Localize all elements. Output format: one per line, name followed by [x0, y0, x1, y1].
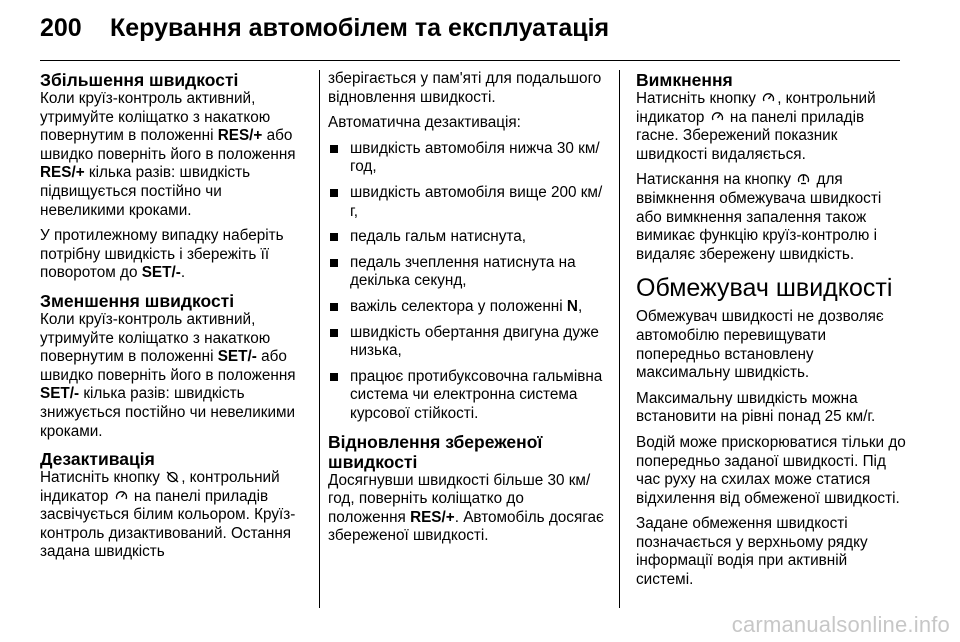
paragraph-increase-2 — [40, 227, 300, 283]
text: У протилежному випадку наберіть потрібну швидкість і збережіть її поворотом до — [40, 227, 284, 282]
list-item — [328, 184, 604, 221]
list-item — [328, 324, 604, 361]
text: , контрольний індикатор — [636, 90, 876, 126]
column-1 — [40, 70, 300, 569]
heading-restore-speed: Відновлення збереженої швидкості — [328, 431, 543, 472]
paragraph-limiter-3: Водій може прискорюватися тільки до попередньо заданої швидкості. Під час руху на схилах може статися відхилення від обмеженої швидкості. — [636, 433, 906, 507]
header-rule — [40, 60, 900, 61]
list-item-text: швидкість автомобіля вище 200 км/г, — [350, 183, 603, 220]
list-item-text: працює протибуксовочна гальмівна система чи електронна система курсової стійкості. — [350, 367, 603, 422]
res-label: RES/+ — [217, 127, 263, 145]
text: кілька разів: швидкість підвищується постійно чи невеликими кроками. — [40, 164, 251, 219]
set-label: SET/- — [40, 385, 80, 403]
paragraph-limiter-1: Обмежувач швидкості не дозволяє автомобілю перевищувати попередньо встановлену максимальну швидкість. — [636, 308, 884, 382]
list-item-text: педаль зчеплення натиснута на декілька секунд, — [350, 253, 576, 290]
list-item-text: швидкість автомобіля нижча 30 км/год, — [350, 139, 600, 176]
text: на панелі приладів засвічується білим кольором. Круїз-контроль дизактивований. Остання задана швидкість — [40, 487, 296, 561]
paragraph-limiter-4: Задане обмеження швидкості позначається у верхньому рядку інформації водія при активній системі. — [636, 515, 868, 589]
column-divider-2 — [619, 70, 620, 608]
paragraph-increase-1 — [40, 90, 300, 220]
bullet — [330, 189, 338, 197]
gear-n-label: N — [566, 297, 578, 315]
column-2 — [328, 70, 604, 553]
auto-deactivation-list — [328, 140, 604, 424]
text: або швидко поверніть його в положення — [40, 127, 296, 163]
bullet — [330, 259, 338, 267]
list-item — [328, 254, 604, 291]
paragraph-switch-off — [636, 90, 906, 164]
set-label: SET/- — [217, 348, 257, 366]
paragraph-deactivation — [40, 469, 300, 562]
column-divider-1 — [319, 70, 320, 608]
cruise-cancel-icon — [166, 471, 179, 483]
text: на панелі приладів гасне. Збережений показник швидкості видаляється. — [636, 108, 865, 163]
list-item-text: педаль гальм натиснута, — [350, 228, 526, 246]
bullet — [330, 303, 338, 311]
paragraph-decrease — [40, 311, 300, 441]
bullet — [330, 233, 338, 241]
res-label: RES/+ — [40, 164, 85, 182]
text: Коли круїз-контроль активний, утримуйте коліщатко з накаткою повернутим в положенні — [40, 310, 271, 366]
text: . Автомобіль досягає збереженої швидкості. — [328, 508, 604, 545]
column-3 — [636, 70, 906, 597]
text: Натискання на кнопку — [636, 171, 796, 189]
text: Коли круїз-контроль активний, утримуйте коліщатко з накаткою повернутим в положенні — [40, 90, 271, 145]
heading-increase-speed: Збільшення швидкості — [40, 70, 239, 90]
bullet — [330, 373, 338, 381]
list-item — [328, 140, 604, 177]
text: , контрольний індикатор — [40, 469, 280, 505]
text: Натисніть кнопку — [636, 90, 761, 107]
text: . — [180, 264, 186, 282]
heading-decrease-speed: Зменшення швидкості — [40, 290, 235, 311]
bullet — [330, 145, 338, 153]
cruise-control-indicator-icon — [711, 111, 724, 123]
paragraph-press-button — [636, 171, 906, 264]
paragraph-limiter-2: Максимальну швидкість можна встановити на рівні понад 25 км/г. — [636, 389, 876, 426]
paragraph-continued: зберігається у пам'яті для подальшого відновлення швидкості. — [328, 70, 602, 106]
paragraph-restore — [328, 472, 604, 546]
bullet — [330, 329, 338, 337]
page-title: Керування автомобілем та експлуатація — [110, 14, 610, 42]
page-header — [40, 14, 609, 50]
res-label: RES/+ — [410, 508, 455, 526]
text: або швидко поверніть його в положення — [40, 348, 296, 384]
list-item — [328, 298, 604, 317]
heading-speed-limiter: Обмежувач швидкості — [636, 274, 893, 303]
list-item-text: важіль селектора у положенні — [350, 297, 567, 315]
cruise-control-indicator-icon — [115, 490, 128, 502]
cruise-control-button-icon — [762, 92, 775, 104]
text: , — [577, 297, 583, 315]
text: Натисніть кнопку — [40, 469, 165, 487]
list-item — [328, 368, 604, 424]
list-item-text: швидкість обертання двигуна дуже низька, — [350, 323, 599, 360]
page-number: 200 — [40, 14, 82, 42]
text: кілька разів: швидкість знижується постійно чи невеликими кроками. — [40, 385, 296, 440]
text: для ввімкнення обмежувача швидкості або вимкнення запалення також вимикає функцію круїз-контролю і видаляє збережену швидкість. — [636, 171, 882, 263]
paragraph-auto-deactivation: Автоматична дезактивація: — [328, 114, 521, 132]
heading-switch-off: Вимкнення — [636, 70, 733, 90]
list-item — [328, 228, 604, 247]
heading-deactivation: Дезактивація — [40, 449, 155, 470]
text: Досягнувши швидкості більше 30 км/год, поверніть коліщатко до положення — [328, 471, 591, 526]
watermark: carmanualsonline.info — [731, 612, 950, 637]
speed-limiter-icon — [797, 173, 810, 185]
set-label: SET/- — [141, 264, 181, 282]
